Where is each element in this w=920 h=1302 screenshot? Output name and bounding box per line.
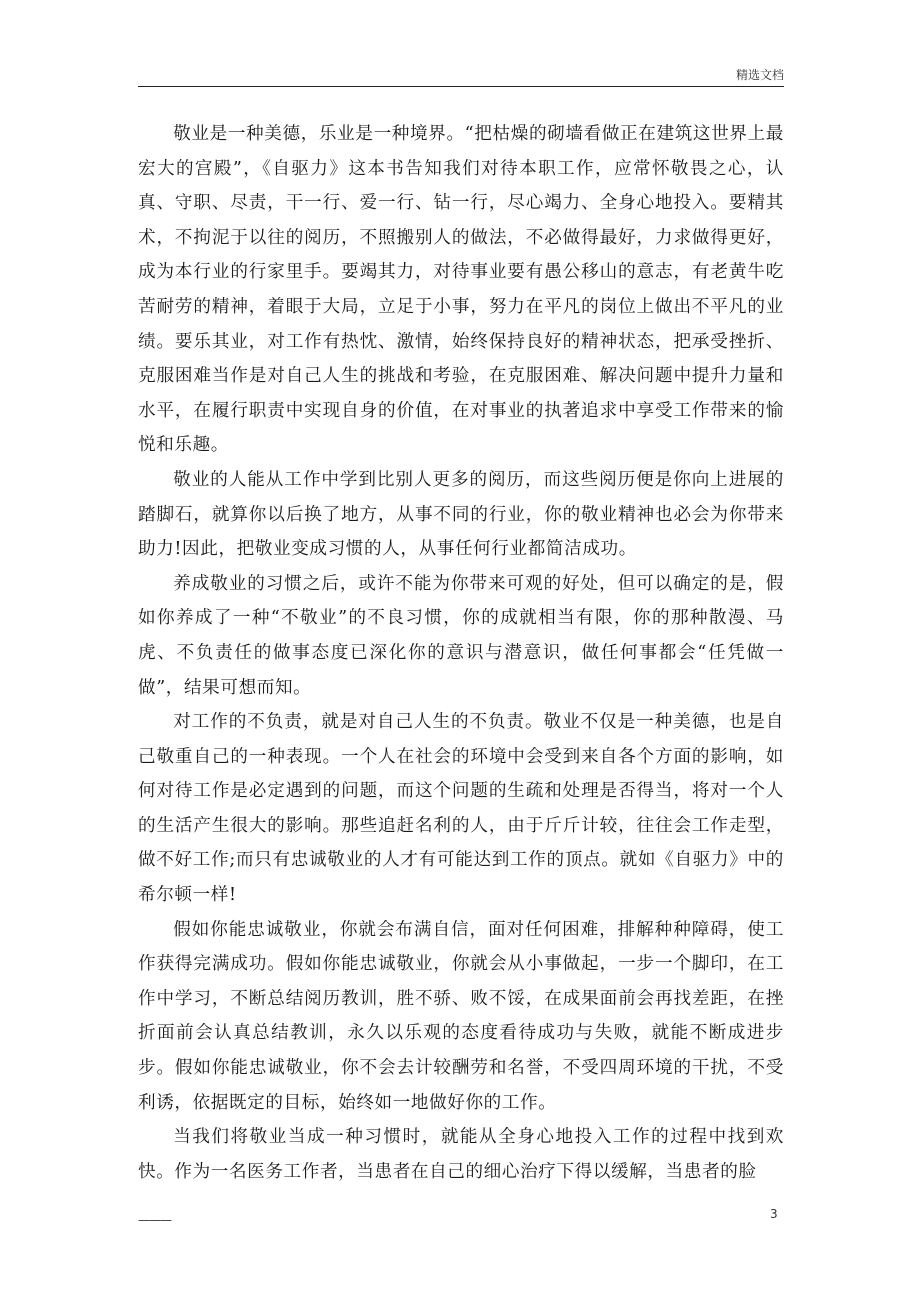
page-number: 3 bbox=[770, 1207, 778, 1221]
document-body bbox=[138, 117, 784, 1189]
paragraph: 当我们将敬业当成一种习惯时，就能从全身心地投入工作的过程中找到欢快。作为一名医务工作者，当患者在自己的细心治疗下得以缓解，当患者的脸 bbox=[138, 1127, 784, 1182]
paragraph: 对工作的不负责，就是对自己人生的不负责。敬业不仅是一种美德，也是自己敬重自己的一种表现。一个人在社会的环境中会受到来自各个方面的影响，如何对待工作是必定遇到的问题，而这个问题的生疏和处理是否得当，将对一个人的生活产生很大的影响。那些追赶名利的人，由于斤斤计较，往往会工作走型，做不好工作;而只有忠诚敬业的人才有可能达到工作的顶点。就如《自驱力》中的希尔顿一样! bbox=[138, 712, 784, 906]
footer-rule: ——— bbox=[138, 1213, 171, 1227]
paragraph: 敬业是一种美德，乐业是一种境界。“把枯燥的砌墙看做正在建筑这世界上最宏大的宫殿”，《自驱力》这本书告知我们对待本职工作，应常怀敬畏之心，认真、守职、尽责，干一行、爱一行、钻一行，尽心竭力、全身心地投入。要精其术，不拘泥于以往的阅历，不照搬别人的做法，不必做得最好，力求做得更好，成为本行业的行家里手。要竭其力，对待事业要有愚公移山的意志，有老黄牛吃苦耐劳的精神，着眼于大局，立足于小事，努力在平凡的岗位上做出不平凡的业绩。要乐其业，对工作有热忱、激情，始终保持良好的精神状态，把承受挫折、克服困难当作是对自己人生的挑战和考验，在克服困难、解决问题中提升力量和水平，在履行职责中实现自身的价值，在对事业的执著追求中享受工作带来的愉悦和乐趣。 bbox=[138, 124, 784, 456]
page-header bbox=[138, 60, 784, 87]
paragraph: 假如你能忠诚敬业，你就会布满自信，面对任何困难，排解种种障碍，使工作获得完满成功。假如你能忠诚敬业，你就会从小事做起，一步一个脚印，在工作中学习，不断总结阅历教训，胜不骄、败不馁，在成果面前会再找差距，在挫折面前会认真总结教训，永久以乐观的态度看待成功与失败，就能不断成进步步。假如你能忠诚敬业，你不会去计较酬劳和名誉，不受四周环境的干扰，不受利诱，依据既定的目标，始终如一地做好你的工作。 bbox=[138, 919, 784, 1113]
paragraph: 养成敬业的习惯之后，或许不能为你带来可观的好处，但可以确定的是，假如你养成了一种“不敬业”的不良习惯，你的成就相当有限，你的那种散漫、马虎、不负责任的做事态度已深化你的意识与潜意识，做任何事都会“任凭做一做”，结果可想而知。 bbox=[138, 573, 784, 698]
header-label: 精选文档 bbox=[735, 68, 784, 82]
paragraph: 敬业的人能从工作中学到比别人更多的阅历，而这些阅历便是你向上进展的踏脚石，就算你以后换了地方，从事不同的行业，你的敬业精神也必会为你带来助力!因此，把敬业变成习惯的人，从事任何行业都简洁成功。 bbox=[138, 469, 784, 560]
